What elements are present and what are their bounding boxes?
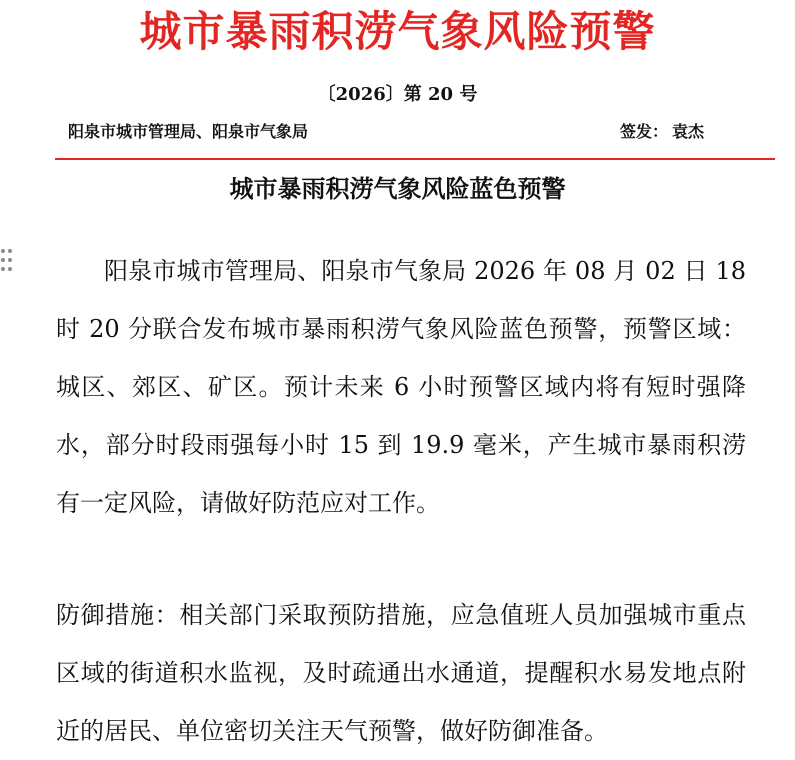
signer-label: 签发： <box>620 122 669 141</box>
notice-paragraph-warning: 阳泉市城市管理局、阳泉市气象局 2026 年 08 月 02 日 18 时 20 分联合发布城市暴雨积涝气象风险蓝色预警，预警区域：城区、郊区、矿区。预计未来 6 小时预警区域内将有短时强降水，部分时段雨强每小时 15 到 19.9 毫米，产生城市暴雨积涝有一定风险，请做好防范应对工作。 <box>56 257 746 517</box>
issuing-agencies: 阳泉市城市管理局、阳泉市气象局 <box>68 122 309 141</box>
document-header-title: 城市暴雨积涝气象风险预警 <box>139 7 656 56</box>
document-number: 〔2026〕第 20 号 <box>317 84 478 105</box>
drag-handle-icon[interactable] <box>0 248 14 274</box>
notice-paragraph-measures: 防御措施：相关部门采取预防措施，应急值班人员加强城市重点区域的街道积水监视，及时疏通出水通道，提醒积水易发地点附近的居民、单位密切关注天气预警，做好防御准备。 <box>56 601 746 745</box>
signer-name: 袁杰 <box>672 122 705 141</box>
red-separator-line <box>55 158 775 160</box>
signer <box>620 120 704 144</box>
notice-title: 城市暴雨积涝气象风险蓝色预警 <box>229 174 566 203</box>
